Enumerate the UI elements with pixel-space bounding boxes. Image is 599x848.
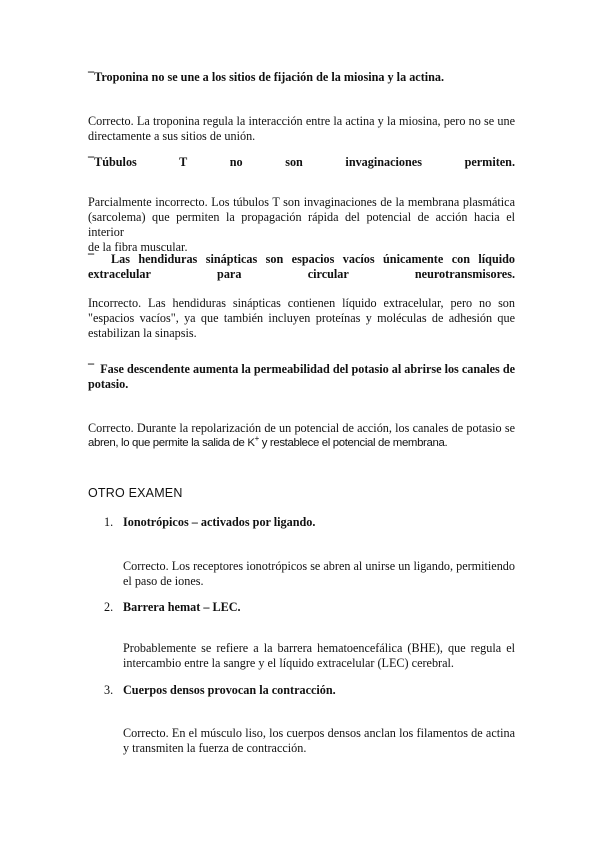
- question-text: Las hendiduras sinápticas son espacios vacíos únicamente con líquido: [110, 252, 515, 266]
- list-number: 3.: [104, 683, 114, 697]
- answer-line: Correcto. Durante la repolarización de un potencial de acción, los canales de potasio se: [88, 421, 515, 435]
- superscript-plus: +: [254, 434, 259, 444]
- numbered-answer-1: [123, 559, 515, 589]
- answer-line: Parcialmente incorrecto. Los túbulos T son invaginaciones de la membrana plasmática: [88, 195, 515, 209]
- answer-1: [88, 114, 515, 144]
- bullet-mark: ¯: [88, 362, 95, 376]
- answer-line: estabilizan la sinapsis.: [88, 326, 197, 340]
- answer-line: Correcto. En el músculo liso, los cuerpos densos anclan los filamentos de actina: [123, 726, 515, 740]
- answer-line: "espacios vacíos", ya que también incluyen proteínas y moléculas de adhesión que: [88, 311, 515, 325]
- answer-4: [88, 421, 515, 451]
- answer-line: Correcto. Los receptores ionotrópicos se abren al unirse un ligando, permitiendo: [123, 559, 515, 573]
- answer-line: de la fibra muscular.: [88, 240, 188, 254]
- answer-line: el paso de iones.: [123, 574, 204, 588]
- bullet-mark: ¯: [88, 70, 95, 84]
- question-text: Fase descendente aumenta la permeabilidad del potasio al abrirse los canales de: [100, 362, 516, 376]
- answer-2: [88, 195, 515, 255]
- numbered-question-3: Cuerpos densos provocan la contracción.: [123, 683, 336, 697]
- question-2: [88, 155, 515, 170]
- question-4: [88, 362, 515, 392]
- list-number: 1.: [104, 515, 114, 529]
- answer-line: Incorrecto. Las hendiduras sinápticas contienen líquido extracelular, pero no son: [88, 296, 515, 310]
- answer-3: [88, 296, 515, 341]
- answer-line: (sarcolema) que permiten la propagación rápida del potencial de acción hacia el interior: [88, 210, 515, 239]
- numbered-answer-3: [123, 726, 515, 756]
- answer-line: Correcto. La troponina regula la interacción entre la actina y la miosina, pero no se une: [88, 114, 515, 128]
- question-text: extracelular para circular neurotransmisores.: [88, 267, 515, 281]
- question-text: potasio.: [88, 377, 129, 391]
- bullet-mark: ¯: [88, 155, 95, 169]
- question-text: Troponina no se une a los sitios de fijación de la miosina y la actina.: [94, 70, 445, 84]
- section-heading: OTRO EXAMEN: [88, 486, 183, 500]
- question-text: Túbulos T no son invaginaciones permiten.: [94, 155, 515, 169]
- answer-line: abren, lo que permite la salida de K+ y restablece el potencial de membrana.: [88, 434, 448, 449]
- answer-line: intercambio entre la sangre y el líquido extracelular (LEC) cerebral.: [123, 656, 454, 670]
- answer-line: directamente a sus sitios de unión.: [88, 129, 256, 143]
- answer-line: Probablemente se refiere a la barrera hematoencefálica (BHE), que regula el: [123, 641, 515, 655]
- question-3: [88, 252, 515, 282]
- numbered-answer-2: [123, 641, 515, 671]
- list-number: 2.: [104, 600, 114, 614]
- question-1: [88, 70, 515, 85]
- answer-line: y transmiten la fuerza de contracción.: [123, 741, 307, 755]
- numbered-question-2: Barrera hemat – LEC.: [123, 600, 241, 614]
- bullet-mark: ¯: [88, 252, 95, 266]
- numbered-question-1: Ionotrópicos – activados por ligando.: [123, 515, 316, 529]
